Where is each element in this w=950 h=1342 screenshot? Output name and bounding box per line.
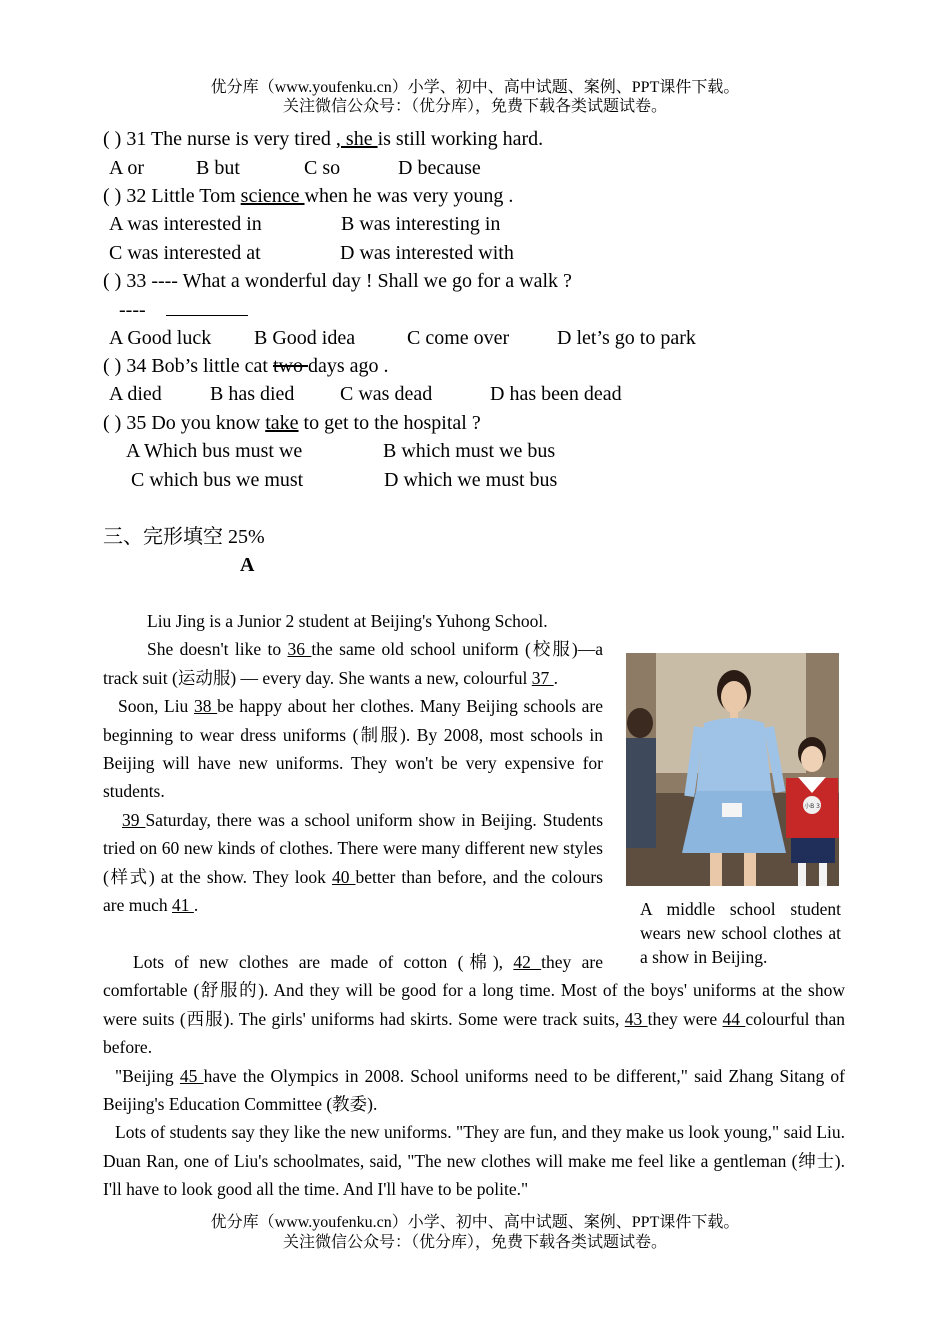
blank-43: 43 (624, 1008, 648, 1029)
answer-35: take (265, 412, 299, 434)
blank-39: 39 (122, 809, 146, 830)
question-35: ( ) 35 Do you know take to get to the hospital ? (103, 412, 481, 434)
school-uniform-photo (626, 653, 839, 886)
paragraph-3: Soon, Liu 38 be happy about her clothes. Many Beijing schools are beginning to wear dress uniforms (制服). By 2008, most schools in Beijing will have new uniforms. They won't be very expensive for students. (103, 696, 603, 802)
header-line-1: 优分库（www.youfenku.cn）小学、初中、高中试题、案例、PPT课件下载。 (210, 79, 740, 96)
option: B was interesting in (341, 213, 501, 235)
photo-caption: A middle school student wears new school clothes at a show in Beijing. (640, 899, 841, 967)
part-label: A (240, 554, 255, 576)
option: B has died (210, 383, 295, 405)
question-33-response: ---- (119, 297, 248, 322)
paragraph-2: She doesn't like to 36 the same old school uniform (校服)—a track suit (运动服) — every day. She wants a new, colourful 37 . (103, 639, 603, 688)
paragraph-4: 39 Saturday, there was a school uniform show in Beijing. Students tried on 60 new kinds of clothes. There were many different new styles (样式) at the show. They look 40 better than before, and the colours are much 41 . (103, 809, 604, 916)
blank-41: 41 (172, 895, 194, 916)
option: D because (398, 157, 481, 179)
answer-blank-33 (166, 297, 248, 316)
option: B which must we bus (383, 440, 556, 462)
option: A died (109, 383, 162, 405)
paragraph-1: Liu Jing is a Junior 2 student at Beijing's Yuhong School. (147, 611, 548, 631)
footer-line-2: 关注微信公众号：（优分库），免费下载各类试题试卷。 (282, 1234, 667, 1251)
option: D let’s go to park (557, 327, 696, 349)
paragraph-6: "Beijing 45 have the Olympics in 2008. School uniforms need to be different," said Zhang Sitang of Beijing's Education Committee (教委). (103, 1065, 846, 1115)
passage-top (103, 607, 603, 919)
option: C was interested at (109, 242, 261, 264)
blank-37: 37 (531, 667, 554, 688)
passage-bottom (103, 948, 845, 1204)
blank-45: 45 (179, 1065, 204, 1086)
question-31: ( ) 31 The nurse is very tired , she is still working hard. (103, 128, 544, 150)
paragraph-7: Lots of students say they like the new uniforms. "They are fun, and they make us look young," said Liu. Duan Ran, one of Liu's schoolmates, said, "The new clothes will make me feel like a gentleman (绅士). I'll have to look good all the time. And I'll have to be polite." (103, 1122, 845, 1200)
section-title: 三、完形填空 25% (103, 526, 265, 548)
footer-line-1: 优分库（www.youfenku.cn）小学、初中、高中试题、案例、PPT课件下载。 (210, 1214, 740, 1231)
blank-42: 42 (513, 952, 542, 972)
answer-32: science (240, 185, 305, 207)
option: B Good idea (254, 327, 356, 349)
answer-31: , she (335, 128, 378, 150)
paragraph-5: Lots of new clothes are made of cotton (棉), 42 they are comfortable (舒服的). And they will be good for a long time. Most of the boys' uniforms at the show were suits (西服). The girls' uniforms had skirts. Some were track suits, 43 they were 44 colourful than before. (103, 952, 846, 1058)
photo-illustration (626, 653, 839, 886)
option: D was interested with (340, 242, 514, 264)
blank-36: 36 (287, 639, 312, 660)
question-32: ( ) 32 Little Tom science when he was very young . (103, 185, 514, 207)
option: A or (109, 157, 144, 179)
option: A Good luck (109, 327, 212, 349)
option: C so (304, 157, 341, 179)
option: D has been dead (490, 383, 622, 405)
badge-text: 小B 3 (804, 803, 820, 810)
blank-38: 38 (193, 696, 218, 717)
blank-40: 40 (331, 866, 356, 887)
question-34: ( ) 34 Bob’s little cat two days ago . (103, 355, 389, 377)
blank-44: 44 (722, 1008, 746, 1029)
option: B but (196, 157, 240, 179)
option: D which we must bus (384, 469, 558, 491)
answer-34: two (272, 355, 308, 377)
option: C come over (407, 327, 510, 349)
question-33: ( ) 33 ---- What a wonderful day ! Shall we go for a walk ? (103, 270, 572, 292)
option: C was dead (340, 383, 433, 405)
option: C which bus we must (131, 469, 304, 491)
option: A Which bus must we (126, 440, 303, 462)
header-line-2: 关注微信公众号：（优分库），免费下载各类试题试卷。 (282, 98, 667, 115)
option: A was interested in (109, 213, 262, 235)
